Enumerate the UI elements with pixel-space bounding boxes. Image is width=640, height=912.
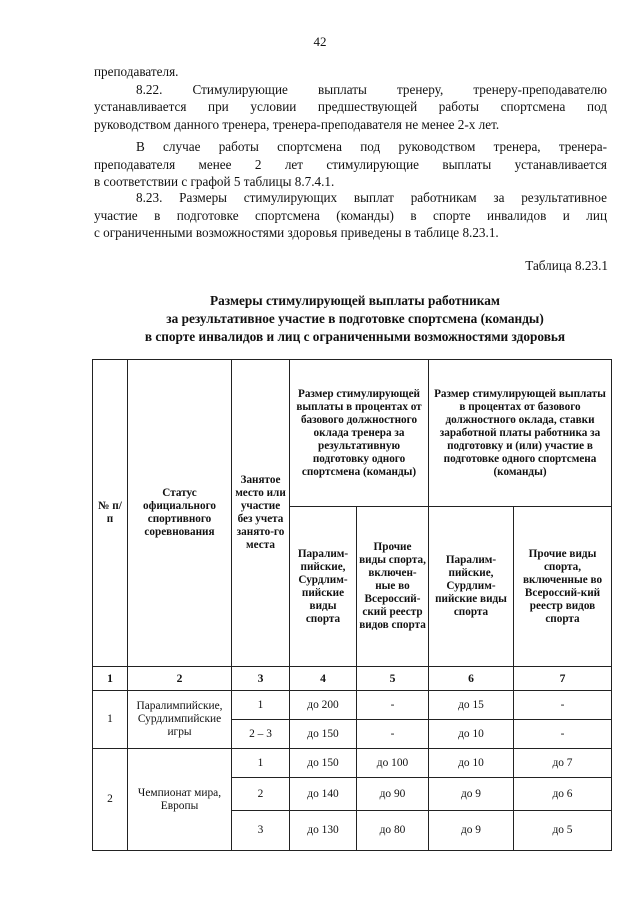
column-number: 1 <box>93 667 128 691</box>
text-line: преподавателя. <box>94 64 179 79</box>
header-coach-paralympic: Паралим-пийские, Сурдлим-пийские виды спорта <box>290 507 357 667</box>
text-line: с ограниченными возможностями здоровья приведены в таблице 8.23.1. <box>94 225 499 240</box>
cell-staff-other: до 5 <box>514 811 612 851</box>
header-number: № п/п <box>93 360 128 667</box>
cell-staff-other: до 7 <box>514 749 612 778</box>
cell-place: 3 <box>232 811 290 851</box>
text-line: В случае работы спортсмена под руководством тренера, тренера- <box>136 139 607 154</box>
cell-coach-other: до 90 <box>357 778 429 811</box>
text-line: в соответствии с графой 5 таблицы 8.7.4.1. <box>94 174 335 189</box>
cell-coach-other: - <box>357 720 429 749</box>
cell-staff-other: - <box>514 720 612 749</box>
cell-staff-paralympic: до 9 <box>429 778 514 811</box>
column-number: 7 <box>514 667 612 691</box>
title-line: в спорте инвалидов и лиц с ограниченными возможностями здоровья <box>144 329 566 344</box>
paragraph-continuation <box>94 63 607 81</box>
cell-place: 1 <box>232 691 290 720</box>
cell-staff-other: - <box>514 691 612 720</box>
cell-coach-other: до 100 <box>357 749 429 778</box>
text-line: 8.23. Размеры стимулирующих выплат работникам за результативное <box>136 190 607 205</box>
text-line: руководством данного тренера, тренера-преподавателя не менее 2-х лет. <box>94 116 500 132</box>
title-line: за результативное участие в подготовке спортсмена (команды) <box>166 311 544 326</box>
table-caption: Таблица 8.23.1 <box>525 258 608 273</box>
cell-coach-other: - <box>357 691 429 720</box>
cell-staff-paralympic: до 9 <box>429 811 514 851</box>
cell-coach-paralympic: до 150 <box>290 749 357 778</box>
cell-coach-paralympic: до 150 <box>290 720 357 749</box>
cell-staff-paralympic: до 10 <box>429 749 514 778</box>
paragraph-8-23 <box>94 189 607 242</box>
header-staff-paralympic: Паралим-пийские, Сурдлим-пийские виды спорта <box>429 507 514 667</box>
cell-coach-paralympic: до 130 <box>290 811 357 851</box>
column-number: 2 <box>128 667 232 691</box>
column-number: 5 <box>357 667 429 691</box>
page-number: 42 <box>313 34 327 49</box>
cell-staff-paralympic: до 15 <box>429 691 514 720</box>
header-staff-other: Прочие виды спорта, включенные во Всероссий-кий реестр видов спорта <box>514 507 612 667</box>
table-title <box>70 292 640 346</box>
paragraph-8-22 <box>94 81 607 134</box>
cell-coach-other: до 80 <box>357 811 429 851</box>
header-place: Занятое место или участие без учета занято-го места <box>232 360 290 667</box>
title-line: Размеры стимулирующей выплаты работникам <box>210 293 500 308</box>
table-row <box>93 691 612 720</box>
header-staff-group: Размер стимулирующей выплаты в процентах от базового должностного оклада, ставки заработной платы работника за подготовку и (или) участие в подготовке одного спортсмена (команды) <box>429 360 612 507</box>
column-number: 4 <box>290 667 357 691</box>
cell-staff-other: до 6 <box>514 778 612 811</box>
header-coach-group: Размер стимулирующей выплаты в процентах от базового должностного оклада тренера за результативную подготовку одного спортсмена (команды) <box>290 360 429 507</box>
cell-place: 2 <box>232 778 290 811</box>
text-line: 8.22. Стимулирующие выплаты тренеру, тренеру-преподавателю <box>136 81 607 97</box>
table-row <box>93 749 612 778</box>
row-number: 1 <box>93 691 128 749</box>
cell-place: 1 <box>232 749 290 778</box>
text-line: участие в подготовке спортсмена (команды) в спорте инвалидов и лиц <box>94 207 607 223</box>
column-number: 3 <box>232 667 290 691</box>
cell-coach-paralympic: до 200 <box>290 691 357 720</box>
row-status: Чемпионат мира, Европы <box>128 749 232 851</box>
row-status: Паралимпийские, Сурдлимпийские игры <box>128 691 232 749</box>
cell-coach-paralympic: до 140 <box>290 778 357 811</box>
text-line: преподавателя менее 2 лет стимулирующие выплаты устанавливается <box>94 156 607 172</box>
header-status: Статус официального спортивного соревнования <box>128 360 232 667</box>
paragraph-less-than-2-years <box>94 138 607 191</box>
cell-place: 2 – 3 <box>232 720 290 749</box>
row-number: 2 <box>93 749 128 851</box>
column-number: 6 <box>429 667 514 691</box>
bonus-table <box>92 359 612 851</box>
text-line: устанавливается при условии предшествующей работы спортсмена под <box>94 99 607 114</box>
header-coach-other: Прочие виды спорта, включен-ные во Всероссий-ский реестр видов спорта <box>357 507 429 667</box>
cell-staff-paralympic: до 10 <box>429 720 514 749</box>
